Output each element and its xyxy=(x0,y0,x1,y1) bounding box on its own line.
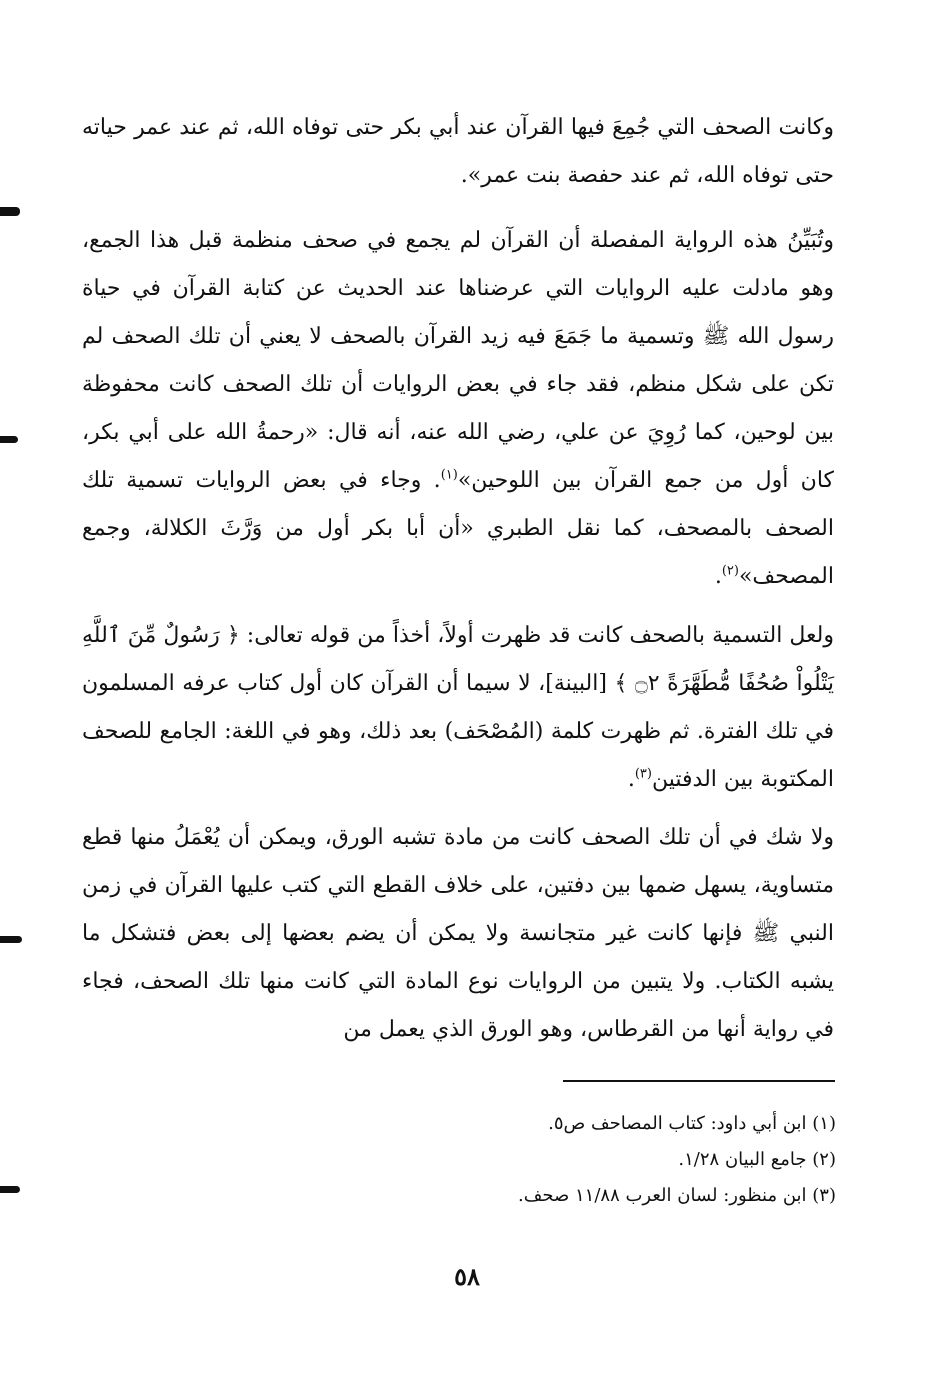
paragraph-3 xyxy=(82,612,834,804)
page-number: ٥٨ xyxy=(454,1262,480,1291)
footnote-divider xyxy=(563,1080,835,1082)
paragraph-2-text-b: . وجاء في بعض الروايات تسمية تلك الصحف بالمصحف، كما نقل الطبري «أن أبا بكر أول من وَرَّثَ الكلالة، وجمع المصحف» xyxy=(82,468,834,589)
paragraph-3-text-a: ولعل التسمية بالصحف كانت قد ظهرت أولاً، أخذاً من قوله تعالى: xyxy=(239,623,834,648)
footnotes xyxy=(300,1106,836,1214)
footnote-ref-2[interactable]: (٢) xyxy=(721,563,739,579)
paragraph-4 xyxy=(82,814,834,1054)
paragraph-2-text-a: وتُبَيِّنُ هذه الرواية المفصلة أن القرآن لم يجمع في صحف منظمة قبل هذا الجمع، وهو مادلت عليه الروايات التي عرضناها عند الحديث عن كتابة القرآن في حياة رسول الله ﷺ وتسمية ما جَمَعَ فيه زيد القرآن بالصحف لا يعني أن تلك الصحف لم تكن على شكل منظم، فقد جاء في بعض الروايات أن تلك الصحف كانت محفوظة بين لوحين، كما رُوِيَ عن علي، رضي الله عنه، أنه قال: «رحمةُ الله على أبي بكر، كان أول من جمع القرآن بين اللوحين» xyxy=(82,228,835,493)
footnote-1: (١) ابن أبي داود: كتاب المصاحف ص٥. xyxy=(548,1113,836,1134)
paragraph-1-text: وكانت الصحف التي جُمِعَ فيها القرآن عند أبي بكر حتى توفاه الله، ثم عند عمر حياته حتى توفاه الله، ثم عند حفصة بنت عمر». xyxy=(82,115,834,188)
footnote-ref-1[interactable]: (١) xyxy=(440,467,458,483)
paragraph-2-text-c: . xyxy=(714,564,722,589)
footnote-3: (٣) ابن منظور: لسان العرب ١١/٨٨ صحف. xyxy=(518,1185,836,1206)
scan-edge-mark-4 xyxy=(0,1186,20,1193)
paragraph-1 xyxy=(82,104,834,200)
scan-edge-mark-3 xyxy=(0,936,22,943)
scan-edge-mark-1 xyxy=(0,207,20,216)
quran-verse: ﴿ رَسُولٌ مِّنَ ٱللَّهِ يَتْلُواْ صُحُفًا مُّطَهَّرَةً ۝٢ ﴾ xyxy=(82,623,834,696)
paragraph-3-text-c: . xyxy=(627,767,635,792)
scan-edge-mark-2 xyxy=(0,436,18,443)
paragraph-2 xyxy=(82,217,834,601)
footnote-2: (٢) جامع البيان ١/٢٨. xyxy=(678,1149,836,1170)
paragraph-4-text: ولا شك في أن تلك الصحف كانت من مادة تشبه الورق، ويمكن أن يُعْمَلُ منها قطع متساوية، يسهل ضمها بين دفتين، على خلاف القطع التي كتب عليها القرآن في زمن النبي ﷺ فإنها كانت غير متجانسة ولا يمكن أن يضم بعضها إلى بعض فتشكل ما يشبه الكتاب. ولا يتبين من الروايات نوع المادة التي كانت منها تلك الصحف، فجاء في رواية أنها من القرطاس، وهو الورق الذي يعمل من xyxy=(82,825,834,1042)
paragraph-3-text-b: [البينة]، لا سيما أن القرآن كان أول كتاب عرفه المسلمون في تلك الفترة. ثم ظهرت كلمة (المُصْحَف) بعد ذلك، وهو في اللغة: الجامع للصحف المكتوبة بين الدفتين xyxy=(82,671,834,792)
footnote-ref-3[interactable]: (٣) xyxy=(634,766,652,782)
